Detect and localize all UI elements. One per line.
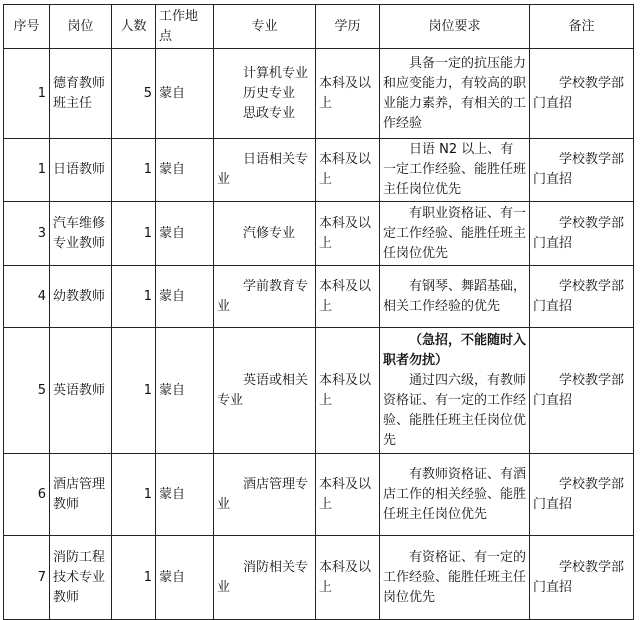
requirement-emphasis: （急招，不能随时入职者勿扰） (383, 332, 527, 368)
header-location: 工作地点 (156, 5, 214, 49)
cell-no: 7 (4, 536, 50, 620)
requirement-text: 有职业资格证、有一定工作经验、能胜任班主任岗位优先 (383, 205, 527, 261)
major-item: 汽修专业 (243, 225, 296, 241)
cell-education: 本科及以上 (316, 202, 380, 266)
cell-count: 5 (112, 49, 156, 139)
cell-count: 1 (112, 202, 156, 266)
cell-no: 4 (4, 266, 50, 328)
cell-major (214, 49, 316, 139)
cell-education: 本科及以上 (316, 536, 380, 620)
major-item: 酒店管理专业 (217, 476, 309, 512)
header-requirement: 岗位要求 (380, 5, 530, 49)
major-item: 日语相关专业 (217, 152, 309, 187)
cell-count: 1 (112, 536, 156, 620)
cell-location: 蒙自 (156, 266, 214, 328)
cell-location: 蒙自 (156, 328, 214, 454)
cell-education: 本科及以上 (316, 328, 380, 454)
cell-position: 酒店管理教师 (50, 454, 112, 536)
cell-location: 蒙自 (156, 536, 214, 620)
cell-requirement (380, 202, 530, 266)
cell-no: 1 (4, 49, 50, 139)
cell-location: 蒙自 (156, 49, 214, 139)
table-row (4, 536, 634, 620)
header-major: 专业 (214, 5, 316, 49)
cell-requirement (380, 49, 530, 139)
recruitment-table (3, 4, 634, 620)
major-item: 历史专业 (243, 85, 296, 101)
header-education: 学历 (316, 5, 380, 49)
requirement-text: 具备一定的抗压能力和应变能力，有较高的职业能力素养，有相关的工作经验 (383, 55, 527, 131)
header-row (4, 5, 634, 49)
cell-count: 1 (112, 454, 156, 536)
cell-requirement (380, 328, 530, 454)
cell-education: 本科及以上 (316, 454, 380, 536)
table-row (4, 202, 634, 266)
cell-no: 6 (4, 454, 50, 536)
cell-position: 日语教师 (50, 139, 112, 202)
cell-note: 学校教学部门直招 (530, 454, 634, 536)
requirement-text: 通过四六级，有教师资格证、有一定的工作经验、能胜任班主任岗位优先 (383, 372, 527, 448)
header-no: 序号 (4, 5, 50, 49)
cell-position: 幼教教师 (50, 266, 112, 328)
cell-note: 学校教学部门直招 (530, 536, 634, 620)
major-item: 计算机专业 (243, 65, 309, 81)
table-row (4, 328, 634, 454)
cell-position: 英语教师 (50, 328, 112, 454)
cell-position: 消防工程技术专业教师 (50, 536, 112, 620)
cell-location: 蒙自 (156, 202, 214, 266)
table-row (4, 49, 634, 139)
header-position: 岗位 (50, 5, 112, 49)
cell-education: 本科及以上 (316, 266, 380, 328)
table-body (4, 49, 634, 620)
cell-major (214, 454, 316, 536)
cell-major (214, 139, 316, 202)
cell-requirement (380, 536, 530, 620)
table-row (4, 266, 634, 328)
cell-note: 学校教学部门直招 (530, 266, 634, 328)
cell-position: 德育教师班主任 (50, 49, 112, 139)
cell-requirement (380, 266, 530, 328)
cell-count: 1 (112, 139, 156, 202)
cell-major (214, 328, 316, 454)
major-item: 学前教育专业 (217, 278, 309, 314)
cell-note: 学校教学部门直招 (530, 49, 634, 139)
cell-education: 本科及以上 (316, 139, 380, 202)
cell-note: 学校教学部门直招 (530, 328, 634, 454)
table-row (4, 454, 634, 536)
cell-no: 5 (4, 328, 50, 454)
cell-education: 本科及以上 (316, 49, 380, 139)
cell-count: 1 (112, 328, 156, 454)
cell-location: 蒙自 (156, 139, 214, 202)
cell-location: 蒙自 (156, 454, 214, 536)
cell-no: 1 (4, 139, 50, 202)
major-item: 英语或相关专业 (217, 372, 309, 408)
cell-position: 汽车维修专业教师 (50, 202, 112, 266)
cell-major (214, 202, 316, 266)
cell-requirement (380, 454, 530, 536)
table-row (4, 139, 634, 202)
cell-note: 学校教学部门直招 (530, 139, 634, 202)
requirement-text: 有钢琴、舞蹈基础，相关工作经验的优先 (383, 278, 527, 314)
requirement-text: 有资格证、有一定的工作经验、能胜任班主任岗位优先 (383, 549, 527, 605)
requirement-text: 有教师资格证、有酒店工作的相关经验、能胜任班主任岗位优先 (383, 466, 527, 522)
cell-major (214, 536, 316, 620)
cell-count: 1 (112, 266, 156, 328)
requirement-text: 日语 N2 以上、有一定工作经验、能胜任班主任岗位优先 (383, 142, 527, 197)
major-item: 思政专业 (243, 105, 296, 121)
cell-requirement (380, 139, 530, 202)
header-count: 人数 (112, 5, 156, 49)
major-item: 消防相关专业 (217, 559, 309, 595)
cell-major (214, 266, 316, 328)
cell-note: 学校教学部门直招 (530, 202, 634, 266)
cell-no: 3 (4, 202, 50, 266)
header-note: 备注 (530, 5, 634, 49)
